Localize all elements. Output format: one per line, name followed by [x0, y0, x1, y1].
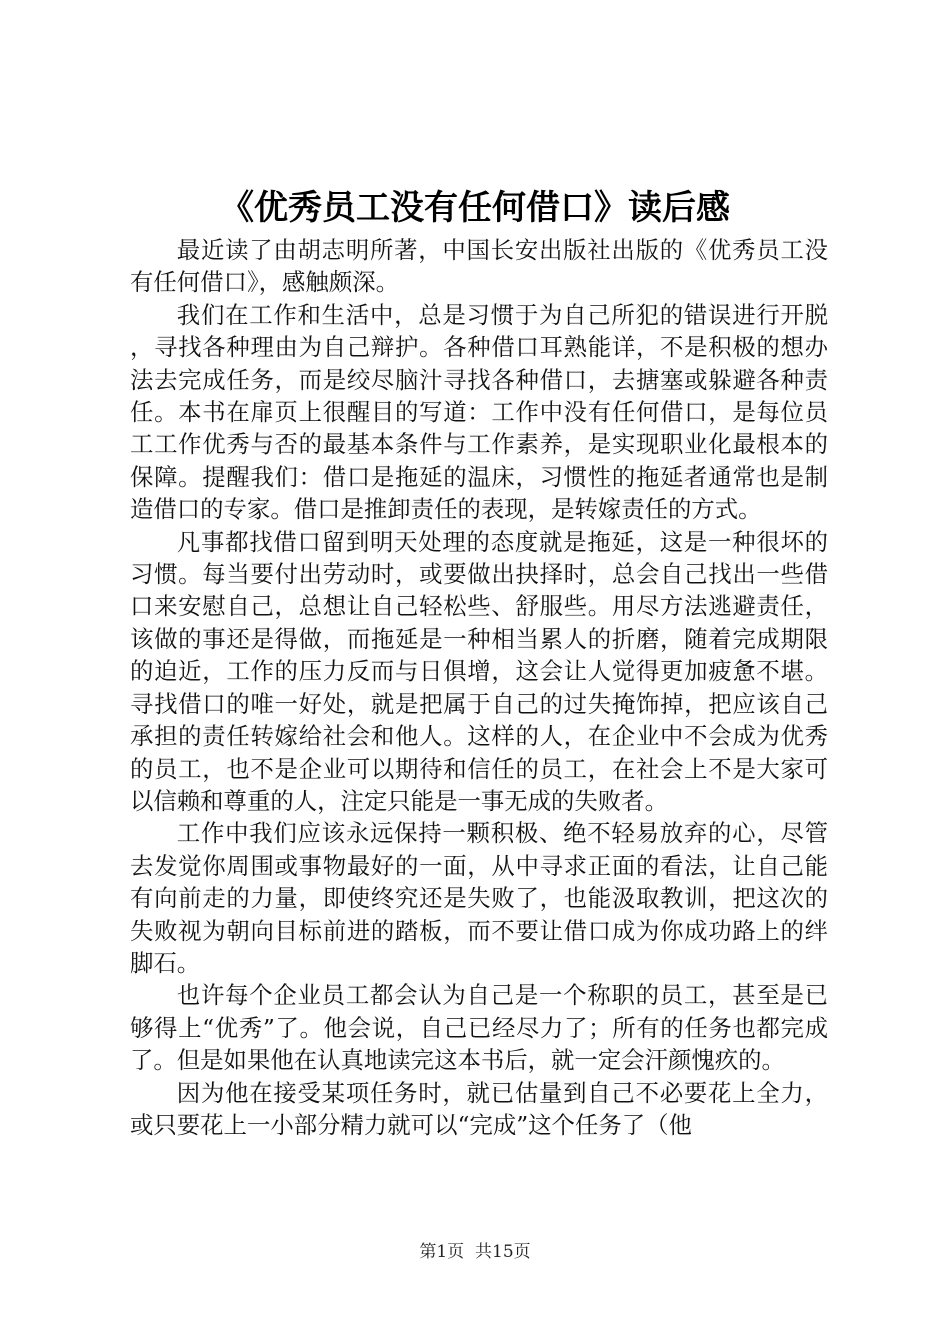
- paragraph: 最近读了由胡志明所著，中国长安出版社出版的《优秀员工没有任何借口》，感触颇深。: [130, 236, 828, 297]
- page-total: 共15页: [475, 1242, 531, 1262]
- page-footer: [0, 1240, 950, 1264]
- paragraph: 凡事都找借口留到明天处理的态度就是拖延，这是一种很坏的习惯。每当要付出劳动时，或要做出抉择时，总会自己找出一些借口来安慰自己，总想让自己轻松些、舒服些。用尽方法逃避责任，该做的事还是得做，而拖延是一种相当累人的折磨，随着完成期限的迫近，工作的压力反而与日俱增，这会让人觉得更加疲惫不堪。寻找借口的唯一好处，就是把属于自己的过失掩饰掉，把应该自己承担的责任转嫁给社会和他人。这样的人，在企业中不会成为优秀的员工，也不是企业可以期待和信任的员工，在社会上不是大家可以信赖和尊重的人，注定只能是一事无成的失败者。: [130, 527, 828, 815]
- footer-separator: [464, 1242, 475, 1262]
- document-body: [130, 234, 828, 1141]
- document-title: 《优秀员工没有任何借口》读后感: [220, 188, 730, 228]
- paragraph: 工作中我们应该永远保持一颗积极、绝不轻易放弃的心，尽管去发觉你周围或事物最好的一面，从中寻求正面的看法，让自己能有向前走的力量，即使终究还是失败了，也能汲取教训，把这次的失败视为朝向目标前进的踏板，而不要让借口成为你成功路上的绊脚石。: [130, 819, 828, 977]
- paragraph: 我们在工作和生活中，总是习惯于为自己所犯的错误进行开脱，寻找各种理由为自己辩护。各种借口耳熟能详，不是积极的想办法去完成任务，而是绞尽脑汁寻找各种借口，去搪塞或躲避各种责任。本书在扉页上很醒目的写道：工作中没有任何借口，是每位员工工作优秀与否的最基本条件与工作素养，是实现职业化最根本的保障。提醒我们：借口是拖延的温床，习惯性的拖延者通常也是制造借口的专家。借口是推卸责任的表现，是转嫁责任的方式。: [130, 300, 828, 524]
- paragraph: 也许每个企业员工都会认为自己是一个称职的员工，甚至是已够得上“优秀”了。他会说，自己已经尽力了；所有的任务也都完成了。但是如果他在认真地读完这本书后，就一定会汗颜愧疚的。: [130, 981, 828, 1075]
- page-number: 第1页: [419, 1242, 465, 1262]
- paragraph: 因为他在接受某项任务时，就已估量到自己不必要花上全力，或只要花上一小部分精力就可以“完成”这个任务了（他: [130, 1078, 828, 1139]
